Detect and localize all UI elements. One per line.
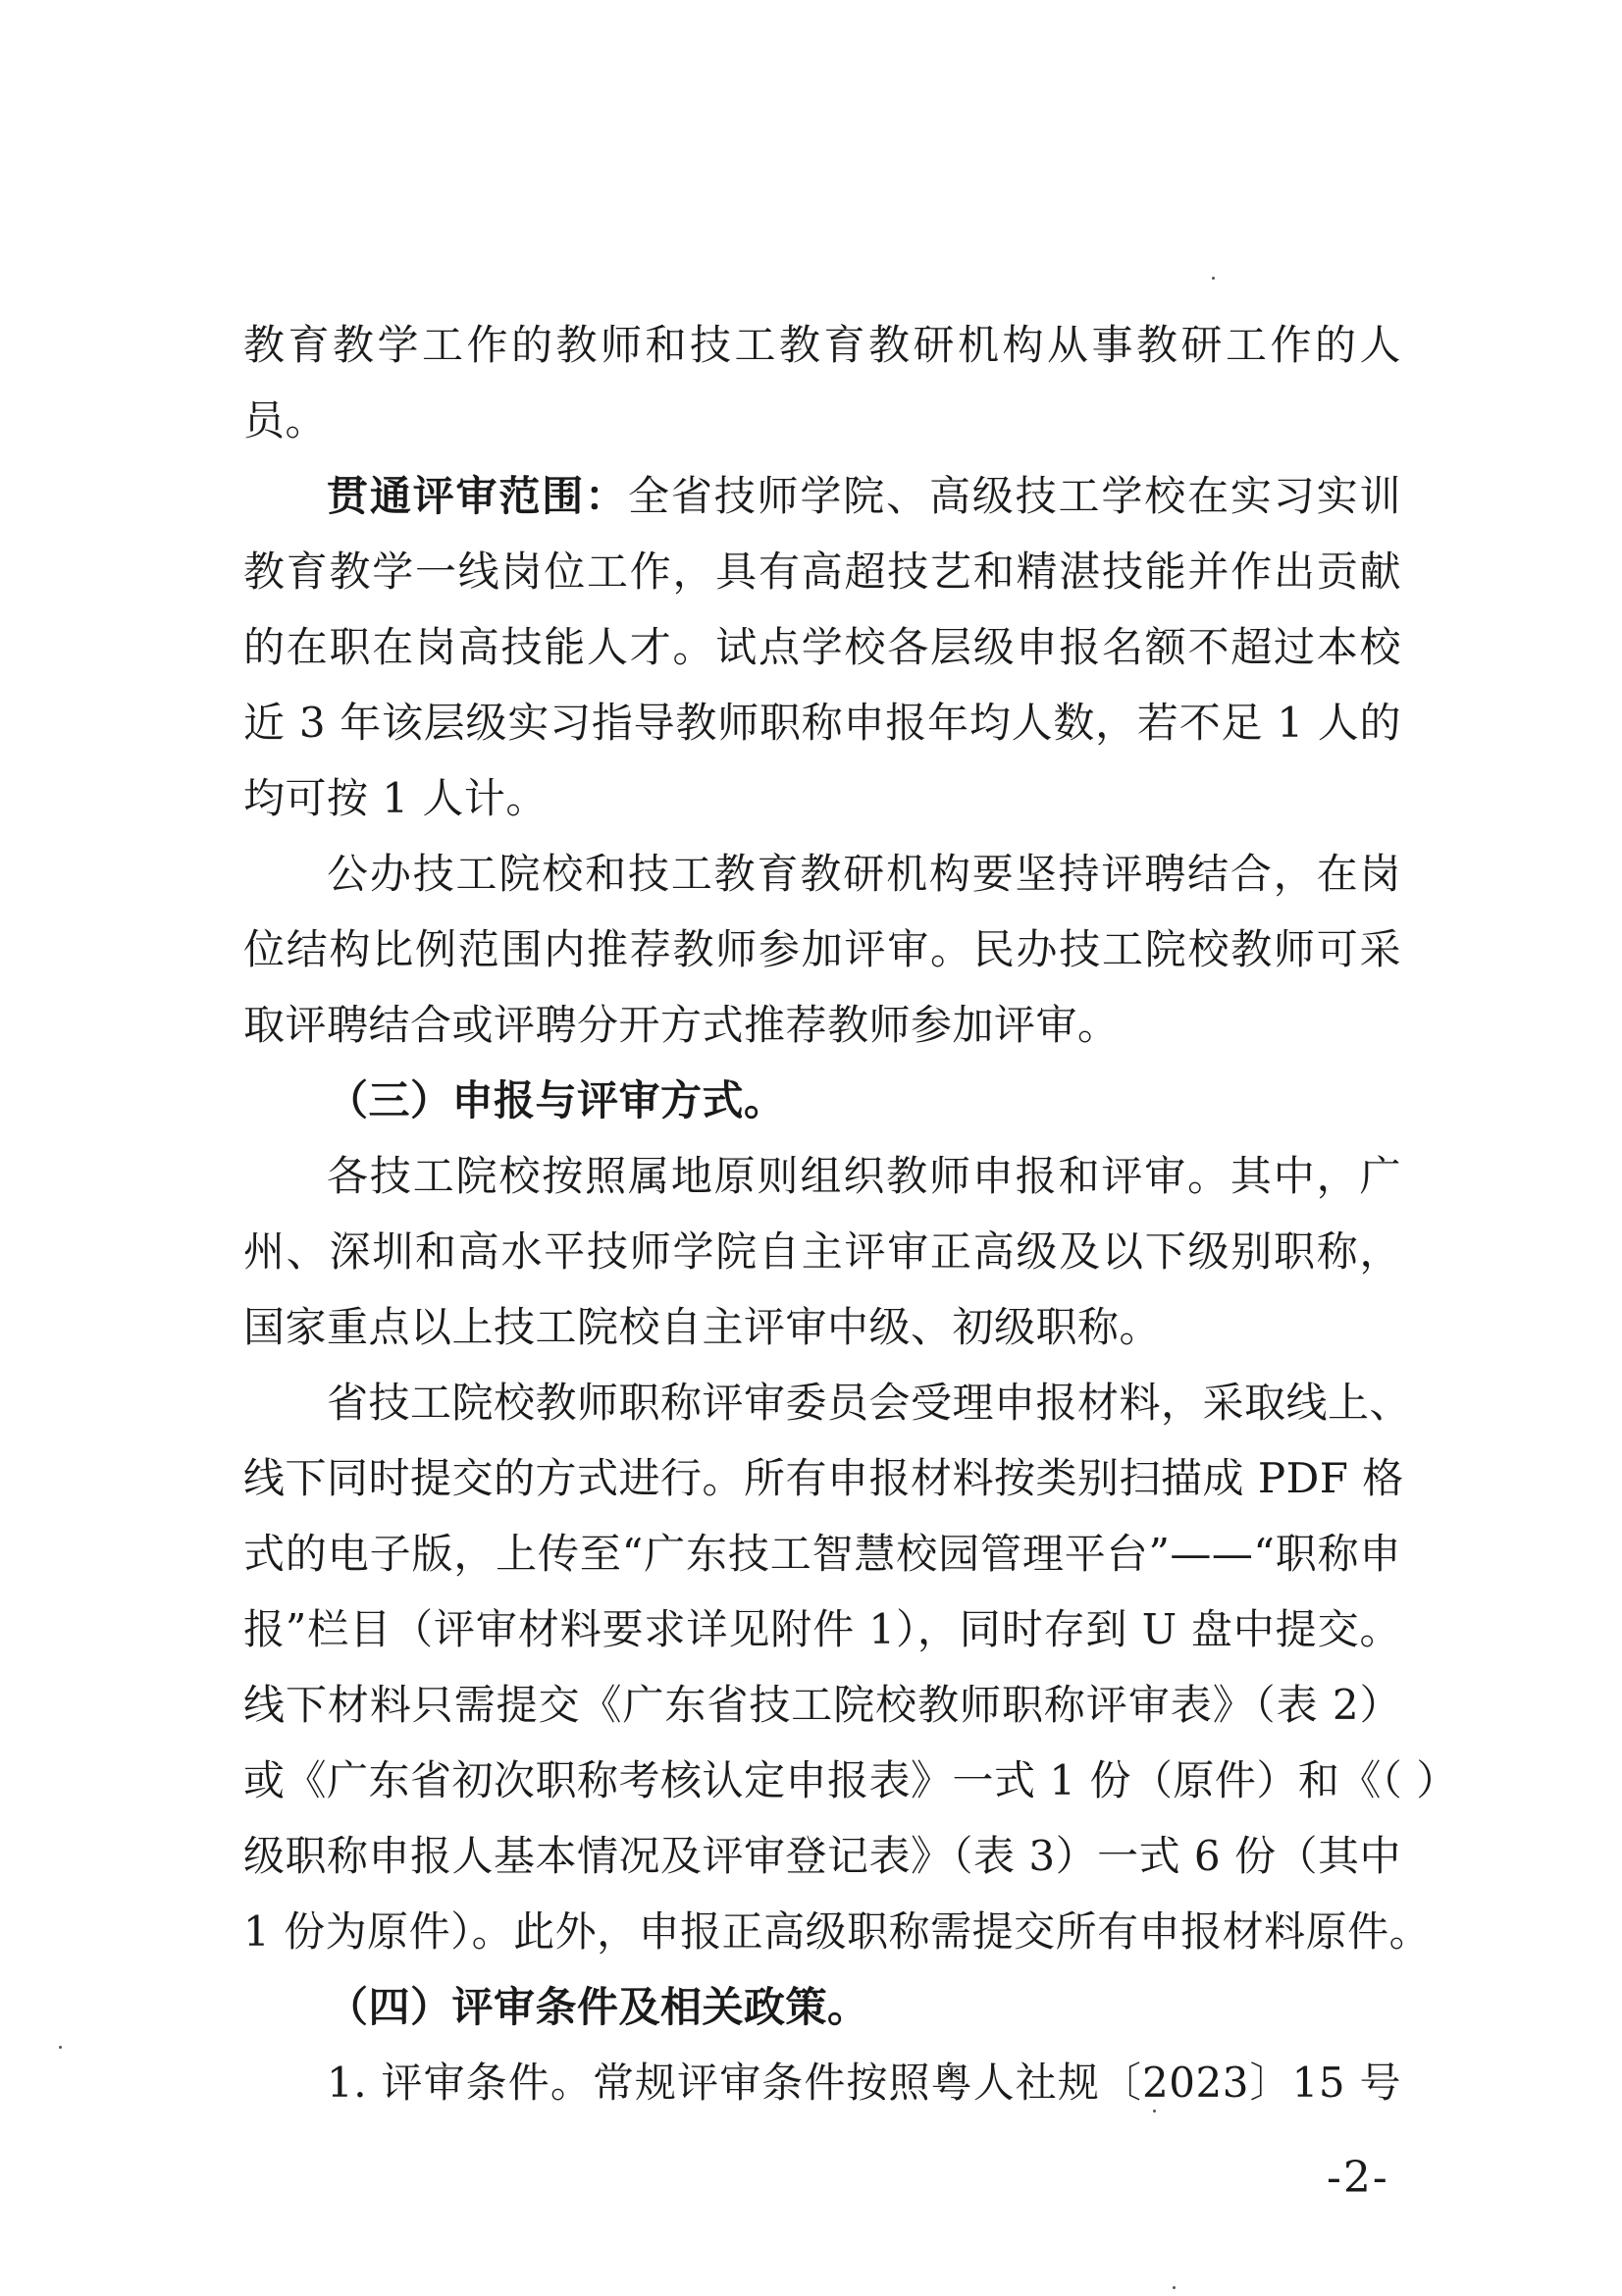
body-line-18: 报”栏目（评审材料要求详见附件 1），同时存到 U 盘中提交。	[243, 1605, 1401, 1653]
body-line-3-rest: 全省技师学院、高级技工学校在实习实训	[627, 472, 1401, 520]
section-heading-3: （三）申报与评审方式。	[327, 1076, 786, 1124]
scan-speck	[1173, 2286, 1176, 2289]
body-line-12: 各技工院校按照属地原则组织教师申报和评审。其中，广	[327, 1152, 1401, 1200]
body-line-6: 近 3 年该层级实习指导教师职称申报年均人数，若不足 1 人的	[243, 699, 1401, 747]
body-line-4: 教育教学一线岗位工作，具有高超技艺和精湛技能并作出贡献	[243, 548, 1401, 596]
body-line-19: 线下材料只需提交《广东省技工院校教师职称评审表》（表 2）	[243, 1681, 1401, 1729]
body-line-8: 公办技工院校和技工教育教研机构要坚持评聘结合，在岗	[327, 850, 1401, 898]
body-line-20: 或《广东省初次职称考核认定申报表》一式 1 份（原件）和《（ ）	[243, 1756, 1458, 1804]
body-line-5: 的在职在岗高技能人才。试点学校各层级申报名额不超过本校	[243, 623, 1401, 671]
scan-speck	[59, 2046, 62, 2049]
body-line-13: 州、深圳和高水平技师学院自主评审正高级及以下级别职称，	[243, 1227, 1401, 1276]
body-line-7: 均可按 1 人计。	[243, 774, 548, 822]
body-line-3	[327, 467, 1401, 526]
body-line-9: 位结构比例范围内推荐教师参加评审。民办技工院校教师可采	[243, 925, 1401, 973]
body-line-21: 级职称申报人基本情况及评审登记表》（表 3）一式 6 份（其中	[243, 1832, 1401, 1880]
body-line-2: 员。	[243, 396, 328, 444]
scan-speck	[1212, 277, 1215, 280]
section-heading-4: （四）评审条件及相关政策。	[327, 1983, 869, 2031]
body-line-17: 式的电子版，上传至“广东技工智慧校园管理平台”——“职称申	[243, 1530, 1401, 1578]
body-line-15: 省技工院校教师职称评审委员会受理申报材料，采取线上、	[327, 1379, 1412, 1427]
body-line-10: 取评聘结合或评聘分开方式推荐教师参加评审。	[243, 1001, 1120, 1049]
body-line-24: 1. 评审条件。常规评审条件按照粤人社规〔2023〕15 号	[327, 2059, 1401, 2107]
body-line-16: 线下同时提交的方式进行。所有申报材料按类别扫描成 PDF 格	[243, 1454, 1404, 1502]
body-line-14: 国家重点以上技工院校自主评审中级、初级职称。	[243, 1303, 1162, 1351]
body-line-1: 教育教学工作的教师和技工教育教研机构从事教研工作的人	[243, 321, 1401, 369]
scan-speck	[1153, 2110, 1156, 2113]
body-line-22: 1 份为原件）。此外，申报正高级职称需提交所有申报材料原件。	[243, 1907, 1432, 1956]
page-number: -2-	[1327, 2153, 1389, 2203]
lead-phrase: 贯通评审范围：	[327, 472, 628, 520]
